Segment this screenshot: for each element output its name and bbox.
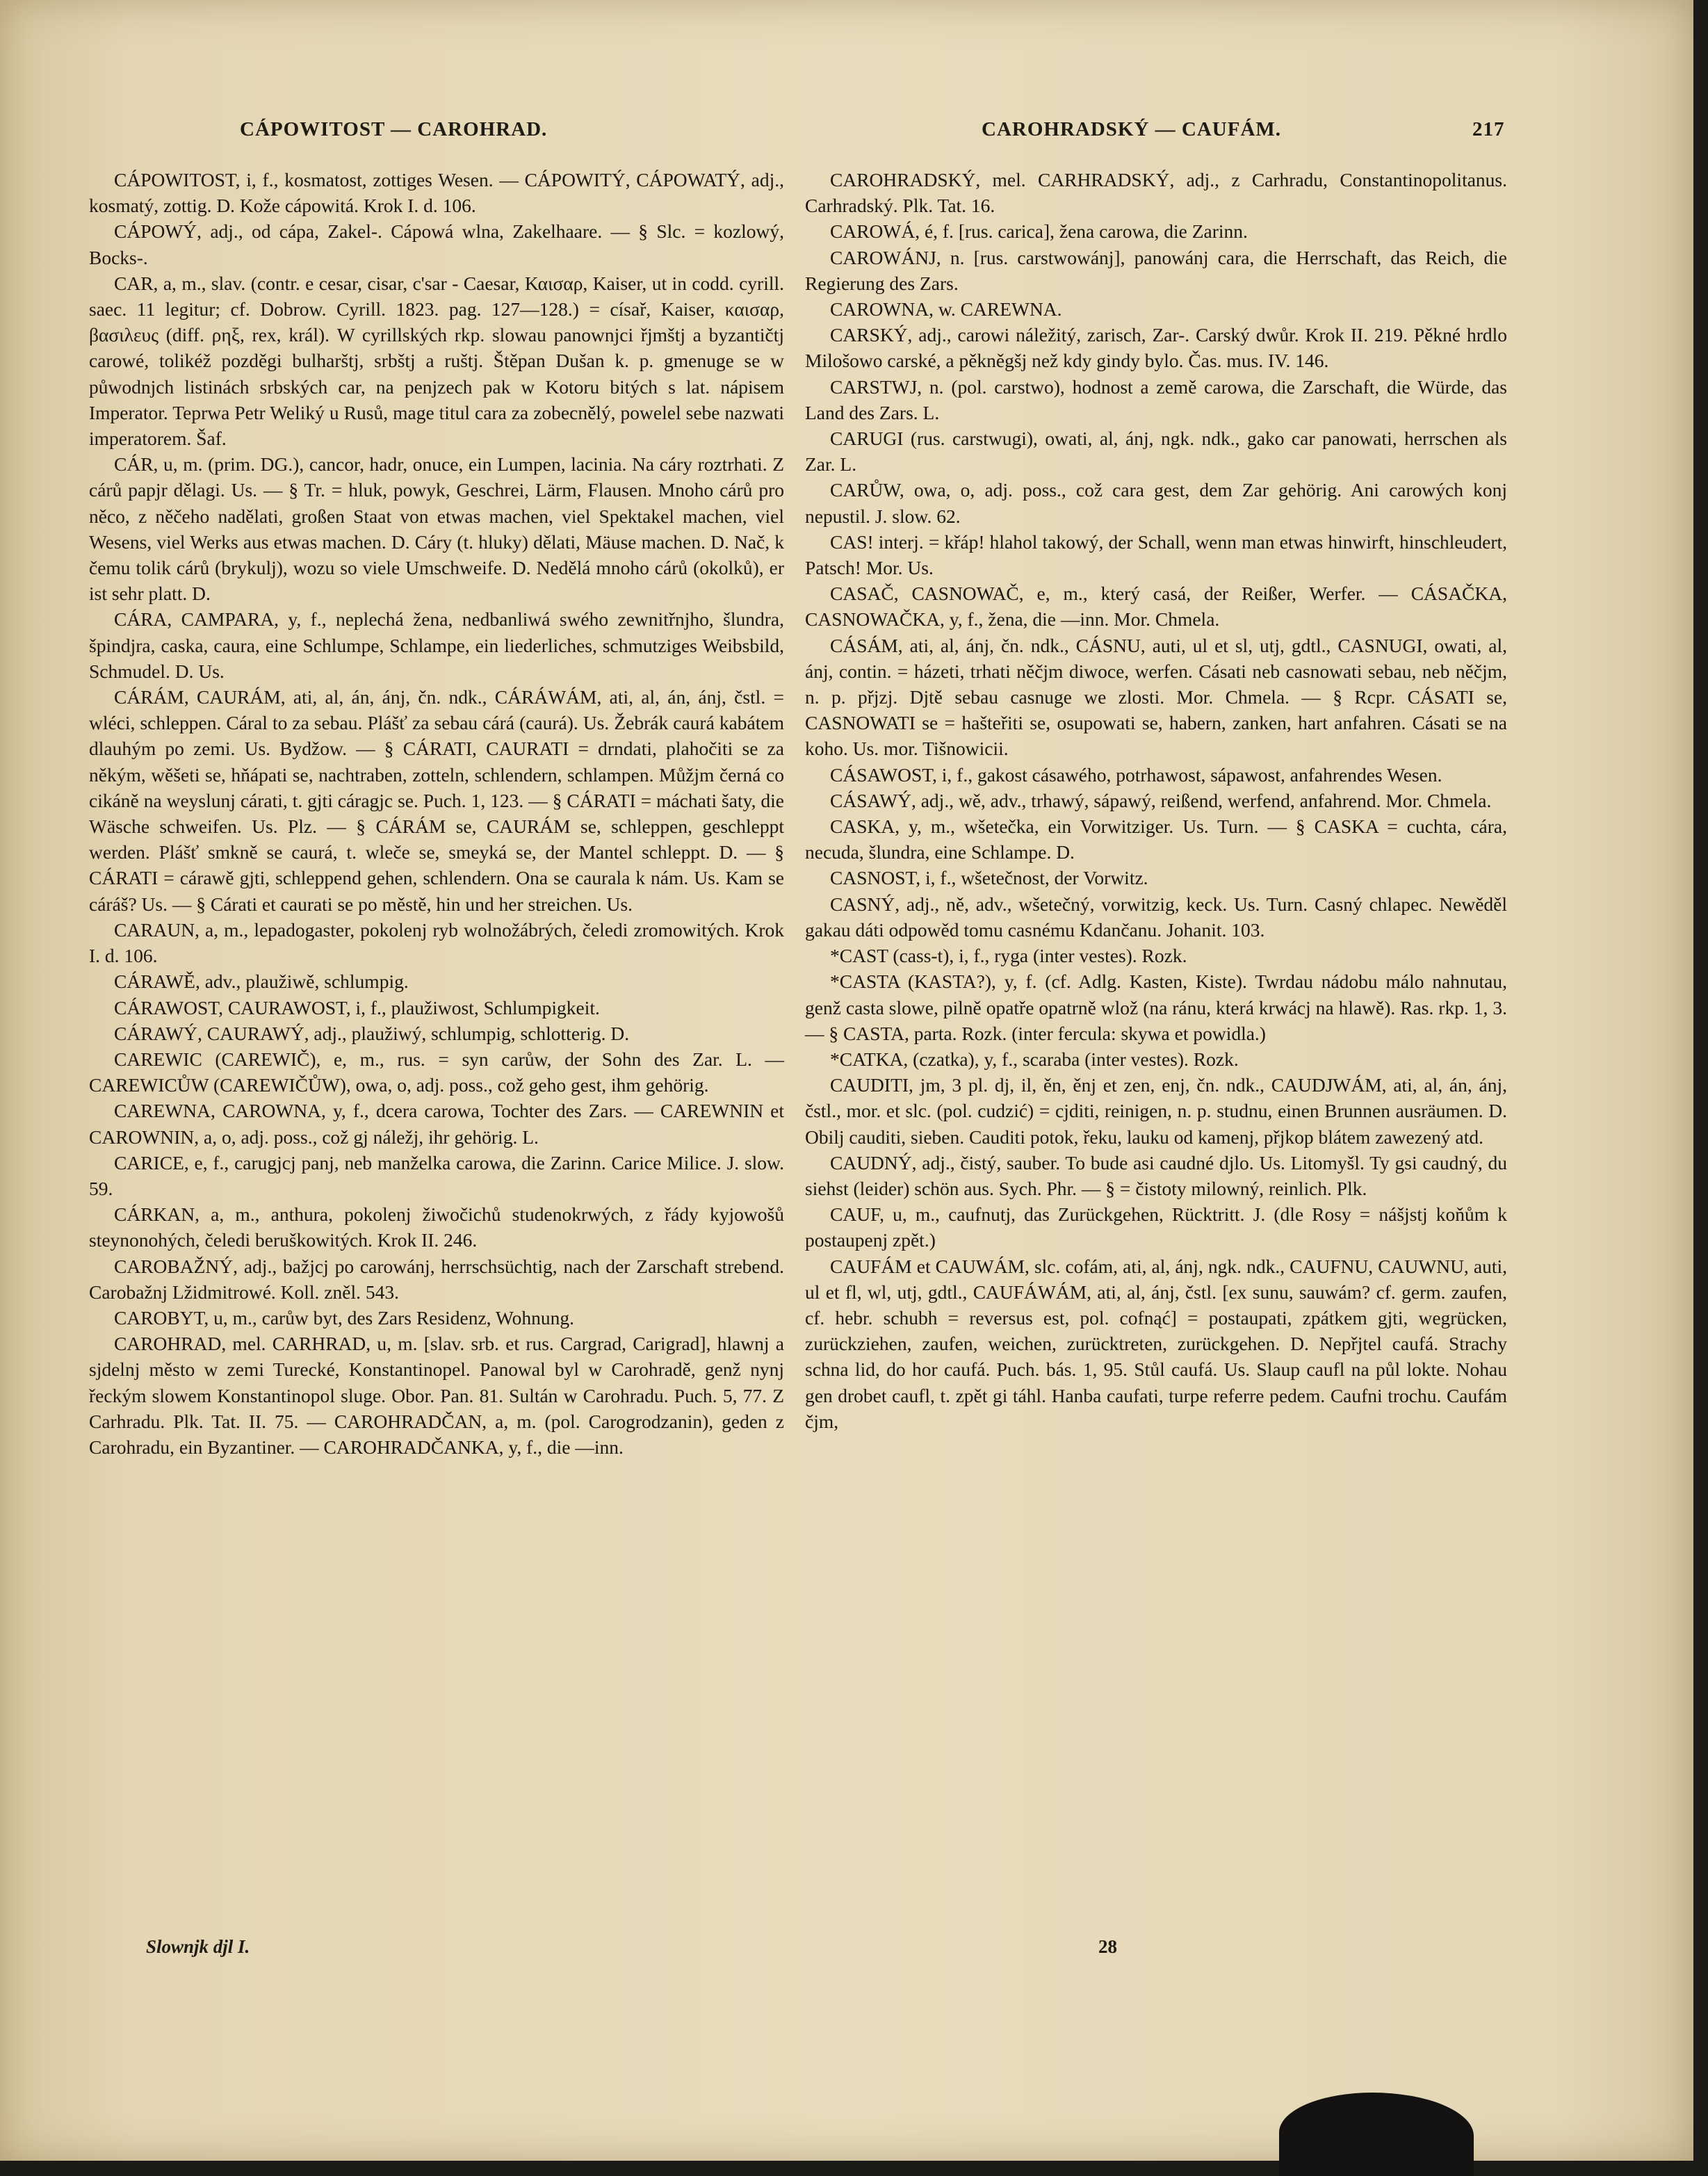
dictionary-entry: CARŮW, owa, o, adj. poss., což cara gest, dem Zar gehörig. Ani carowých konj nepustil. J. slow. 62. <box>805 479 1507 527</box>
page-footer <box>0 1936 1693 1964</box>
dictionary-entry: CÁRAWĚ, adv., plaužiwě, schlumpig. <box>114 971 409 993</box>
dictionary-entry: CAUDNÝ, adj., čistý, sauber. To bude asi caudné djlo. Us. Litomyšl. Ty gsi caudný, du siehst (leider) schön aus. Sych. Phr. — § = čistoty milowný, reinlich. Plk. <box>805 1151 1507 1199</box>
sheet-number: 28 <box>1098 1936 1117 1957</box>
dictionary-entry: CAROWNA, w. CAREWNA. <box>830 298 1062 320</box>
dictionary-entry: CAROBYT, u, m., carůw byt, des Zars Residenz, Wohnung. <box>114 1306 575 1329</box>
page-number: 217 <box>1472 118 1505 140</box>
dictionary-entry: CÁRKAN, a, m., anthura, pokolenj žiwočichů studenokrwých, z řády kyjowošů steynonohých, čeledi beruškowitých. Krok II. 246. <box>89 1203 784 1251</box>
dictionary-entry: CÁRA, CAMPARA, y, f., neplechá žena, nedbanliwá swého zewnitřnjho, šlundra, špindjra, caska, caura, eine Schlumpe, Schlampe, ein liederliches, schmutziges Weibsbild, Schmudel. D. Us. <box>89 608 784 682</box>
left-column <box>89 167 784 1460</box>
dark-blot <box>1279 2093 1474 2176</box>
dictionary-entry: CÁPOWÝ, adj., od cápa, Zakel-. Cápowá wlna, Zakelhaare. — § Slc. = kozlowý, Bocks-. <box>89 220 784 268</box>
dictionary-entry: CAUF, u, m., caufnutj, das Zurückgehen, Rücktritt. J. (dle Rosy = nášjstj koňům k postaupenj zpět.) <box>805 1203 1507 1251</box>
right-header-title: CAROHRADSKÝ — CAUFÁM. <box>982 118 1282 140</box>
dictionary-entry: CARSKÝ, adj., carowi náležitý, zarisch, Zar-. Carský dwůr. Krok II. 219. Pěkné hrdlo Milošowo carské, a pěkněgšj než kdy gindy bylo. Čas. mus. IV. 146. <box>805 324 1507 372</box>
dictionary-entry: CASKA, y, m., wšetečka, ein Vorwitziger. Us. Turn. — § CASKA = cuchta, cára, necuda, šlundra, eine Schlampe. D. <box>805 815 1507 863</box>
dictionary-entry: *CASTA (KASTA?), y, f. (cf. Adlg. Kasten, Kiste). Twrdau nádobu málo nahnutau, genž casta slowe, pilně opatře opatrně wlož (na ránu, která krwácj na hlawě). Ras. rkp. 1, 3. — § CASTA, parta. Rozk. (inter fercula: skywa et powidla.) <box>805 971 1507 1044</box>
dictionary-entry: CAS! interj. = křáp! hlahol takowý, der Schall, wenn man etwas hinwirft, hinschleudert, Patsch! Mor. Us. <box>805 530 1507 579</box>
dictionary-entry: CÁRAWÝ, CAURAWÝ, adj., plaužiwý, schlumpig, schlotterig. D. <box>114 1022 630 1044</box>
dictionary-entry: CAROHRADSKÝ, mel. CARHRADSKÝ, adj., z Carhradu, Constantinopolitanus. Carhradský. Plk. Tat. 16. <box>805 169 1507 217</box>
dictionary-entry: CÁSÁM, ati, al, ánj, čn. ndk., CÁSNU, auti, ul et sl, utj, gdtl., CASNUGI, owati, al, ánj, contin. = házeti, trhati něčjm diwoce, werfen. Cásati neb casnowati sebau, neb něčjm, n. p. přjzj. Djtě sebau casnuge we zlosti. Mor. Chmela. — § Rcpr. CÁSATI se, CASNOWATI se = hašteřiti se, osupowati se, habern, zanken, hart anfahren. Cásati se na koho. Us. mor. Tišnowicii. <box>805 634 1507 760</box>
signature-mark: Slownjk djl I. <box>146 1936 250 1957</box>
right-column <box>805 167 1507 1434</box>
dictionary-entry: CAUFÁM et CAUWÁM, slc. cofám, ati, al, ánj, ngk. ndk., CAUFNU, CAUWNU, auti, ul et fl, wl, utj, gdtl., CAUFÁWÁM, ati, al, ánj, čstl. [ex sunu, sauwám? cf. germ. zaufen, cf. hebr. schubh = reversus est, pol. cofnąć] = postaupati, zpátkem gjti, wegrücken, zurückziehen, zaufen, weichen, zurücktreten, zurückgehen. D. Nepřjtel caufá. Strachy schna lid, do hor caufá. Puch. bás. 1, 95. Stůl caufá. Us. Slaup caufl na půl lokte. Nohau gen drobet caufl, t. zpět gi táhl. Hanba caufati, turpe referre pedem. Caufni trochu. Caufám čjm, <box>805 1255 1507 1432</box>
dictionary-entry: CASNÝ, adj., ně, adv., wšetečný, vorwitzig, keck. Us. Turn. Casný chlapec. Newěděl gakau dáti odpowěd tomu casnému Kdančanu. Johanit. 103. <box>805 893 1507 941</box>
dictionary-entry: CARUGI (rus. carstwugi), owati, al, ánj, ngk. ndk., gako car panowati, herrschen als Zar. L. <box>805 428 1507 476</box>
left-header-title: CÁPOWITOST — CAROHRAD. <box>240 118 548 140</box>
dictionary-entry: CARAUN, a, m., lepadogaster, pokolenj ryb wolnožábrých, čeledi zromowitých. Krok I. d. 106. <box>89 918 784 967</box>
dictionary-entry: CÁSAWOST, i, f., gakost cásawého, potrhawost, sápawost, anfahrendes Wesen. <box>830 763 1442 786</box>
dictionary-entry: CÁRÁM, CAURÁM, ati, al, án, ánj, čn. ndk., CÁRÁWÁM, ati, al, án, ánj, čstl. = wléci, schleppen. Cáral to za sebau. Plášť za sebau cárá (caurá). Us. Žebrák caurá kabátem dlauhým po zemi. Us. Bydžow. — § CÁRATI, CAURATI = drndati, plahočiti se za někým, wěšeti se, hňápati se, nachtraben, zotteln, schlendern, schlampen. Můžjm černá co cikáně na weyslunj cárati, t. gjti cáragjc se. Puch. 1, 123. — § CÁRATI = máchati šaty, die Wäsche schweifen. Us. Plz. — § CÁRÁM se, CAURÁM se, schleppen, geschleppt werden. Plášť smkně se caurá, t. wleče se, smeyká se, der Mantel schleppt. D. — § CÁRATI = cárawě gjti, schleppend gehen, schlendern. Ona se caurala k nám. Us. Kam se cáráš? Us. — § Cárati et caurati se po městě, hin und her streichen. Us. <box>89 686 784 915</box>
dictionary-entry: CÁR, u, m. (prim. DG.), cancor, hadr, onuce, ein Lumpen, lacinia. Na cáry roztrhati. Z cárů papjr dělagi. Us. — § Tr. = hluk, powyk, Geschrei, Lärm, Flausen. Mnoho cárů pro něco, z něčeho nadělati, großen Staat von etwas machen, viel Spektakel machen, viel Wesens, viel Werks aus etwas machen. D. Cáry (t. hluky) dělati, Mäuse machen. D. Nač, k čemu tolik cárů (brykulj), wozu so viele Umschweife. D. Nedělá mnoho cárů (okolků), er ist sehr platt. D. <box>89 453 784 605</box>
dictionary-entry: CÁPOWITOST, i, f., kosmatost, zottiges Wesen. — CÁPOWITÝ, CÁPOWATÝ, adj., kosmatý, zottig. D. Kože cápowitá. Krok I. d. 106. <box>89 169 784 217</box>
dictionary-entry: CAREWIC (CAREWIČ), e, m., rus. = syn carůw, der Sohn des Zar. L. — CAREWICŮW (CAREWIČŮW), owa, o, adj. poss., což geho gest, ihm gehörig. <box>89 1048 784 1096</box>
dictionary-entry: CAROWÁ, é, f. [rus. carica], žena carowa, die Zarinn. <box>830 220 1248 243</box>
dictionary-entry: *CAST (cass-t), i, f., ryga (inter vestes). Rozk. <box>830 945 1187 967</box>
dictionary-entry: CAROHRAD, mel. CARHRAD, u, m. [slav. srb. et rus. Cargrad, Carigrad], hlawnj a sjdelnj město w zemi Turecké, Konstantinopel. Panowal byl w Carohradě, genž nynj řeckým slowem Konstantinopol sluge. Obor. Pan. 81. Sultán w Carohradu. Puch. 5, 77. Z Carhradu. Plk. Tat. II. 75. — CAROHRADČAN, a, m. (pol. Carogrodzanin), geden z Carohradu, ein Byzantiner. — CAROHRADČANKA, y, f., die —inn. <box>89 1333 784 1458</box>
dictionary-entry: CARSTWJ, n. (pol. carstwo), hodnost a země carowa, die Zarschaft, die Würde, das Land des Zars. L. <box>805 375 1507 423</box>
running-header <box>0 118 1693 152</box>
dictionary-entry: CAREWNA, CAROWNA, y, f., dcera carowa, Tochter des Zars. — CAREWNIN et CAROWNIN, a, o, adj. poss., což gj náležj, ihr gehörig. L. <box>89 1100 784 1148</box>
dictionary-entry: CAROBAŽNÝ, adj., bažjcj po carowánj, herrschsüchtig, nach der Zarschaft strebend. Carobažnj Lžidmitrowé. Koll. zněl. 543. <box>89 1255 784 1303</box>
dictionary-entry: CARICE, e, f., carugjcj panj, neb manželka carowa, die Zarinn. Carice Milice. J. slow. 59. <box>89 1151 784 1199</box>
dictionary-entry: CAUDITI, jm, 3 pl. dj, il, ěn, ěnj et zen, enj, čn. ndk., CAUDJWÁM, ati, al, án, ánj, čstl., mor. et slc. (pol. cudzić) = cjditi, reinigen, n. p. studnu, einen Brunnen ausräumen. D. Obilj cauditi, sieben. Cauditi potok, řeku, lauku od kamenj, přjkop blátem zawezený atd. <box>805 1074 1507 1148</box>
dictionary-entry: CAR, a, m., slav. (contr. e cesar, cisar, c'sar - Caesar, Καισαρ, Kaiser, ut in codd. cyrill. saec. 11 legitur; cf. Dobrow. Cyrill. 1823. pag. 127—128.) = císař, Kaiser, καισαρ, βασιλευς (diff. ρηξ, rex, král). W cyrillských rkp. slowau panownjci řjmštj a byzantičtj carowé, tolikéž pozděgi bulharštj, srbštj a ruštj. Štěpan Dušan k. p. gmenuge se w půwodnjch listinách srbských car, na penjzech pak w Kotoru bitých s lat. nápisem Imperator. Teprwa Petr Weliký u Rusů, mage titul cara za zobecnělý, powelel sebe nazwati imperatorem. Šaf. <box>89 272 784 450</box>
dictionary-entry: CÁSAWÝ, adj., wě, adv., trhawý, sápawý, reißend, werfend, anfahrend. Mor. Chmela. <box>830 789 1492 811</box>
dictionary-entry: CASAČ, CASNOWAČ, e, m., který casá, der Reißer, Werfer. — CÁSAČKA, CASNOWAČKA, y, f., žena, die —inn. Mor. Chmela. <box>805 583 1507 631</box>
dictionary-entry: CÁRAWOST, CAURAWOST, i, f., plaužiwost, Schlumpigkeit. <box>114 996 600 1018</box>
dictionary-entry: *CATKA, (czatka), y, f., scaraba (inter vestes). Rozk. <box>830 1048 1239 1070</box>
dictionary-entry: CAROWÁNJ, n. [rus. carstwowánj], panowánj cara, die Herrschaft, das Reich, die Regierung des Zars. <box>805 246 1507 294</box>
dictionary-entry: CASNOST, i, f., wšetečnost, der Vorwitz. <box>830 867 1148 889</box>
